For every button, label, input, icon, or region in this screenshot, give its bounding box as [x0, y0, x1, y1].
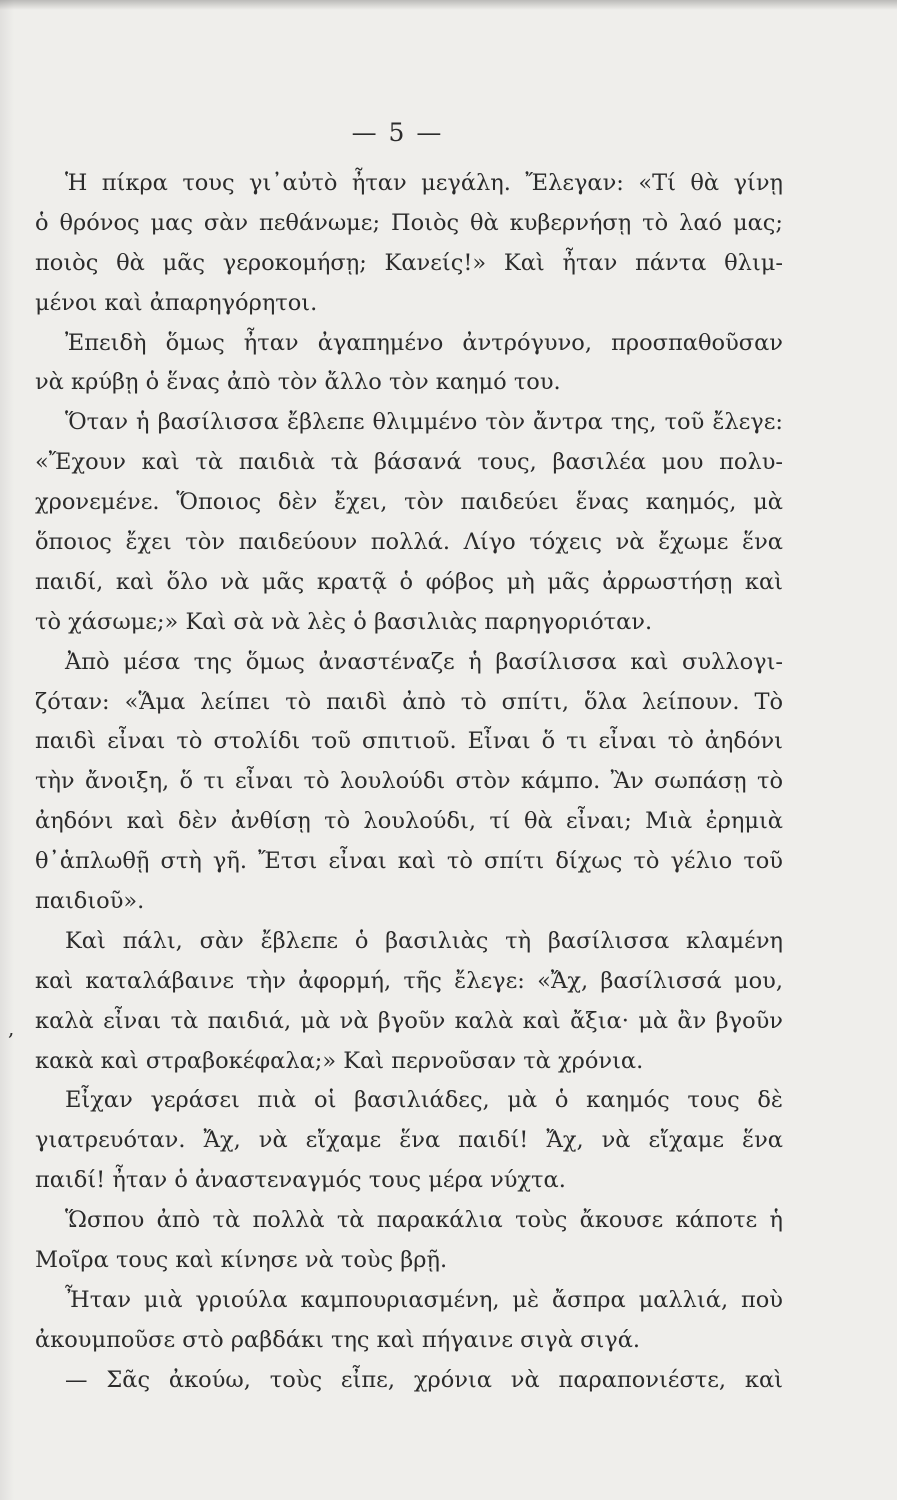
text-line: ποιὸς θὰ μᾶς γεροκομήσῃ; Κανείς!» Καὶ ἦταν πάντα θλιμ- [35, 249, 783, 276]
text-line: Εἶχαν γεράσει πιὰ οἱ βασιλιάδες, μὰ ὁ καημός τους δὲ [65, 1087, 783, 1114]
text-line: παιδιοῦ». [35, 888, 145, 915]
text-line: Ἐπειδὴ ὅμως ἦταν ἀγαπημένο ἀντρόγυνο, προσπαθοῦσαν [65, 329, 783, 356]
margin-mark: , [8, 1016, 15, 1040]
text-line: ἀηδόνι καὶ δὲν ἀνθίσῃ τὸ λουλούδι, τί θὰ εἶναι; Μιὰ ἐρημιὰ [35, 808, 783, 835]
text-line: τὴν ἄνοιξη, ὅ τι εἶναι τὸ λουλούδι στὸν κάμπο. Ἂν σωπάσῃ τὸ [35, 768, 783, 795]
text-line: κακὰ καὶ στραβοκέφαλα;» Καὶ περνοῦσαν τὰ χρόνια. [35, 1047, 644, 1074]
text-line: Ἀπὸ μέσα της ὅμως ἀναστέναζε ἡ βασίλισσα καὶ συλλογι- [65, 648, 783, 675]
text-line: τὸ χάσωμε;» Καὶ σὰ νὰ λὲς ὁ βασιλιὰς παρηγοριόταν. [35, 608, 653, 635]
text-line: μένοι καὶ ἀπαρηγόρητοι. [35, 289, 318, 316]
text-line: καὶ καταλάβαινε τὴν ἀφορμή, τῆς ἔλεγε: «Ἄχ, βασίλισσά μου, [35, 967, 783, 994]
text-line: — Σᾶς ἀκούω, τοὺς εἶπε, χρόνια νὰ παραπονιέστε, καὶ [65, 1366, 783, 1393]
text-line: γιατρευόταν. Ἄχ, νὰ εἴχαμε ἕνα παιδί! Ἄχ, νὰ εἴχαμε ἕνα [35, 1127, 783, 1154]
text-line: Μοῖρα τους καὶ κίνησε νὰ τοὺς βρῇ. [35, 1247, 448, 1274]
text-line: Ἡ πίκρα τους γι᾽αὐτὸ ἦταν μεγάλη. Ἔλεγαν: «Τί θὰ γίνῃ [65, 170, 783, 196]
text-line: Ἦταν μιὰ γριούλα καμπουριασμένη, μὲ ἄσπρα μαλλιά, ποὺ [65, 1286, 783, 1313]
text-line: «Ἔχουν καὶ τὰ παιδιὰ τὰ βάσανά τους, βασιλέα μου πολυ- [35, 449, 783, 476]
text-line: καλὰ εἶναι τὰ παιδιά, μὰ νὰ βγοῦν καλὰ καὶ ἄξια· μὰ ἂν βγοῦν [35, 1007, 783, 1034]
text-line: ὅποιος ἔχει τὸν παιδεύουν πολλά. Λίγο τόχεις νὰ ἔχωμε ἕνα [35, 529, 783, 556]
text-line: Ὅταν ἡ βασίλισσα ἔβλεπε θλιμμένο τὸν ἄντρα της, τοῦ ἔλεγε: [65, 409, 783, 436]
text-line: ζόταν: «Ἅμα λείπει τὸ παιδὶ ἀπὸ τὸ σπίτι, ὅλα λείπουν. Τὸ [35, 688, 783, 715]
text-line: χρονεμένε. Ὅποιος δὲν ἔχει, τὸν παιδεύει ἕνας καημός, μὰ [35, 489, 783, 516]
text-line: θ᾽ἁπλωθῇ στὴ γῆ. Ἔτσι εἶναι καὶ τὸ σπίτι δίχως τὸ γέλιο τοῦ [35, 848, 783, 875]
text-line: παιδὶ εἶναι τὸ στολίδι τοῦ σπιτιοῦ. Εἶναι ὅ τι εἶναι τὸ ἀηδόνι [35, 728, 783, 755]
text-line: παιδί, καὶ ὅλο νὰ μᾶς κρατᾷ ὁ φόβος μὴ μᾶς ἀρρωστήσῃ καὶ [35, 568, 783, 595]
text-line: Καὶ πάλι, σὰν ἔβλεπε ὁ βασιλιὰς τὴ βασίλισσα κλαμένη [65, 927, 783, 954]
text-line: Ὥσπου ἀπὸ τὰ πολλὰ τὰ παρακάλια τοὺς ἄκουσε κάποτε ἡ [65, 1207, 783, 1234]
body-text [35, 164, 783, 1401]
text-line: νὰ κρύβῃ ὁ ἕνας ἀπὸ τὸν ἄλλο τὸν καημό του. [35, 369, 561, 396]
text-line: ἀκουμποῦσε στὸ ραβδάκι της καὶ πήγαινε σιγὰ σιγά. [35, 1326, 641, 1353]
text-line: ὁ θρόνος μας σὰν πεθάνωμε; Ποιὸς θὰ κυβερνήσῃ τὸ λαό μας; [35, 209, 783, 236]
page-number: — 5 — [351, 118, 444, 147]
text-line: παιδί! ἦταν ὁ ἀναστεναγμός τους μέρα νύχτα. [35, 1167, 566, 1194]
